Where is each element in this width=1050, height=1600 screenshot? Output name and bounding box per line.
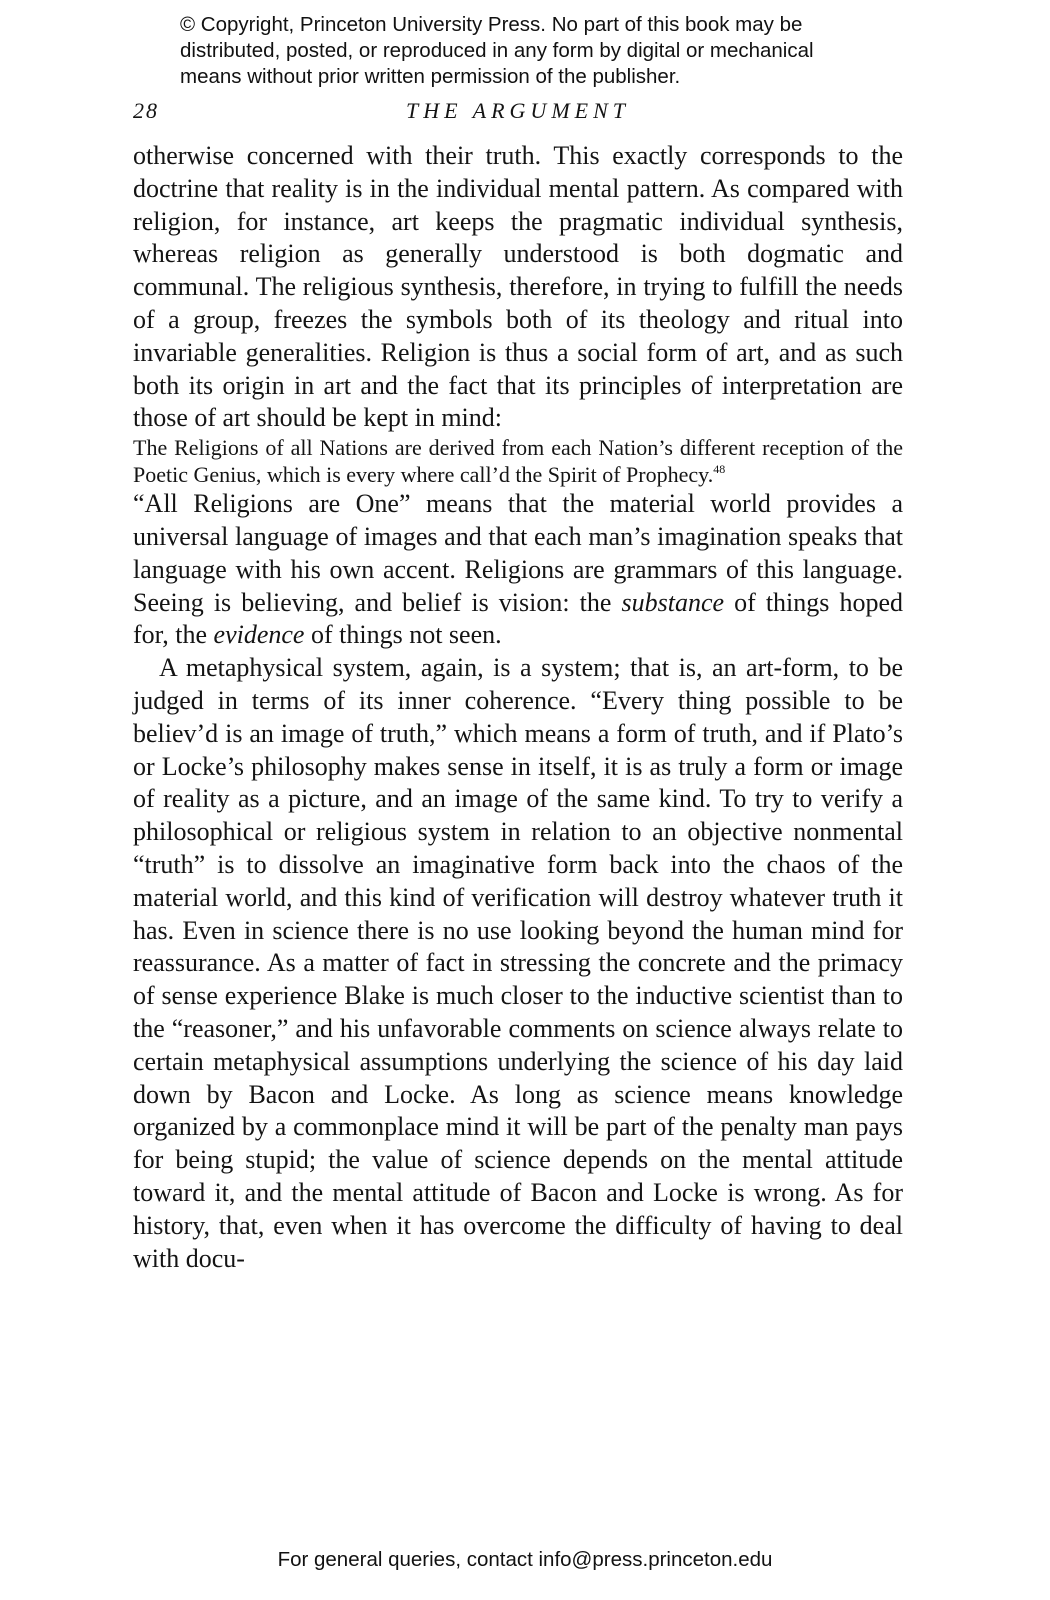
- italic-term: substance: [621, 587, 725, 617]
- publisher-contact-footer: For general queries, contact info@press.princeton.edu: [277, 1548, 773, 1571]
- copyright-line: © Copyright, Princeton University Press. No part of this book may be: [180, 13, 803, 36]
- paragraph: A metaphysical system, again, is a system; that is, an art-form, to be judged in terms of its inner coherence. “Every thing possible to be believ’d is an image of truth,” which means a form of truth, and if Plato’s or Locke’s philosophy makes sense in itself, it is as truly a form or image of reality as a picture, and an image of the same kind. To try to verify a philosophical or religious system in relation to an objective nonmental “truth” is to dissolve an imaginative form back into the chaos of the material world, and this kind of verification will destroy whatever truth it has. Even in science there is no use looking beyond the human mind for reassurance. As a matter of fact in stressing the concrete and the primacy of sense experience Blake is much closer to the inductive scientist than to the “reasoner,” and his unfavorable comments on science always relate to certain metaphysical assumptions underlying the science of his day laid down by Bacon and Locke. As long as science means knowledge organized by a commonplace mind it will be part of the penalty man pays for being stupid; the value of science depends on the mental attitude toward it, and the mental attitude of Bacon and Locke is wrong. As for history, that, even when it has overcome the difficulty of having to deal with docu-: [133, 653, 903, 1273]
- italic-term: evidence: [213, 620, 305, 650]
- page-number: 28: [133, 98, 159, 123]
- paragraph: [133, 488, 903, 652]
- block-quote: [133, 435, 903, 488]
- quote-text: The Religions of all Nations are derived from each Nation’s different reception of the Poetic Genius, which is every where call’d the Spirit of Prophecy.: [133, 435, 903, 487]
- copyright-line: distributed, posted, or reproduced in any form by digital or mechanical: [180, 39, 814, 62]
- copyright-line: means without prior written permission of the publisher.: [180, 65, 681, 88]
- text-run: “All Religions are One” means that the material world provides a universal language of images and that each man’s imagination speaks that language with his own accent. Religions are grammars of this language. Seeing is believing, and belief is vision: the: [133, 489, 903, 617]
- footnote-ref: 48: [713, 461, 726, 476]
- running-title: THE ARGUMENT: [406, 98, 630, 123]
- text-run: of things not seen.: [304, 620, 502, 650]
- body-text: [133, 140, 903, 1275]
- copyright-notice: [180, 12, 900, 90]
- paragraph: otherwise concerned with their truth. This exactly corresponds to the doctrine that reality is in the individual mental pattern. As compared with religion, for instance, art keeps the pragmatic individual synthesis, whereas religion as generally understood is both dogmatic and communal. The religious synthesis, therefore, in trying to fulfill the needs of a group, freezes the symbols both of its theology and ritual into invariable generalities. Religion is thus a social form of art, and as such both its origin in art and the fact that its principles of interpretation are those of art should be kept in mind:: [133, 141, 903, 433]
- text-run: of things hoped for, the: [133, 587, 904, 650]
- running-head: [133, 98, 903, 128]
